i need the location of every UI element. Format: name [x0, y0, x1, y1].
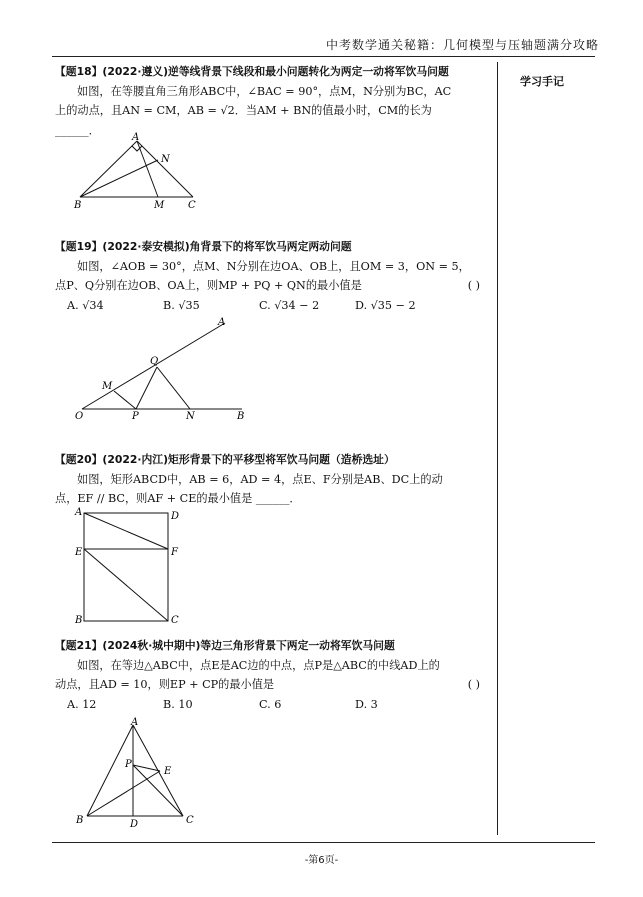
- label-C: C: [171, 615, 179, 626]
- options: [55, 296, 492, 316]
- label-B: B: [237, 411, 245, 422]
- label-N: N: [161, 154, 170, 165]
- problem-title: 【题18】(2022·遵义)逆等线背景下线段和最小问题转化为两定一动将军饮马问题: [55, 65, 449, 78]
- problem-text: 如图，在等腰直角三角形ABC中，∠BAC = 90°，点M，N分别为BC，AC: [77, 84, 452, 98]
- label-C: C: [188, 200, 196, 211]
- options: [55, 695, 492, 715]
- label-E: E: [164, 766, 172, 777]
- label-P: P: [125, 759, 132, 770]
- label-B: B: [76, 815, 84, 826]
- problem-21: [55, 636, 492, 714]
- notes-title: 学习手记: [520, 75, 564, 88]
- label-O: O: [75, 411, 84, 422]
- option-a: A. √34: [67, 298, 104, 312]
- label-P: P: [132, 411, 139, 422]
- option-d: D. 3: [355, 697, 378, 711]
- problem-title: 【题19】(2022·泰安模拟)角背景下的将军饮马两定两动问题: [55, 240, 352, 253]
- option-d: D. √35 − 2: [355, 298, 416, 312]
- problem-20: [55, 450, 492, 509]
- label-B: B: [75, 615, 83, 626]
- problem-text: 动点，且AD = 10，则EP + CP的最小值是: [55, 678, 275, 691]
- label-M: M: [154, 200, 165, 211]
- label-A: A: [75, 507, 83, 518]
- option-a: A. 12: [67, 697, 97, 711]
- page-header: 中考数学通关秘籍：几何模型与压轴题满分攻略: [325, 38, 599, 52]
- figure-20: [70, 505, 190, 630]
- problem-text: 如图，矩形ABCD中，AB = 6，AD = 4，点E、F分别是AB、DC上的动: [77, 472, 443, 486]
- margin-rule: [497, 62, 498, 835]
- problem-text: 上的动点，且AN = CM，AB = √2．当AM + BN的值最小时，CM的长为: [55, 104, 432, 117]
- label-A: A: [218, 317, 226, 328]
- figure-21: [70, 717, 200, 832]
- footer-rule: [52, 842, 595, 843]
- answer-blank: ______．: [55, 123, 100, 137]
- problem-text: 点，EF // BC，则AF + CE的最小值是 ______．: [55, 492, 301, 505]
- label-A: A: [132, 132, 140, 143]
- option-b: B. √35: [163, 298, 200, 312]
- label-F: F: [171, 547, 178, 558]
- figure-18: [70, 132, 210, 212]
- option-c: C. 6: [259, 697, 282, 711]
- option-c: C. √34 − 2: [259, 298, 320, 312]
- label-D: D: [171, 511, 180, 522]
- label-D: D: [130, 819, 139, 830]
- figure-19: [70, 315, 260, 425]
- problem-text: 如图，∠AOB = 30°，点M、N分别在边OA、OB上，且OM = 3，ON = 5，: [77, 259, 470, 273]
- label-M: M: [102, 381, 113, 392]
- label-N: N: [186, 411, 195, 422]
- problem-18: [55, 62, 492, 140]
- label-E: E: [75, 547, 83, 558]
- label-Q: Q: [150, 356, 159, 367]
- problem-19: [55, 237, 492, 315]
- problem-title: 【题21】(2024秋·城中期中)等边三角形背景下两定一动将军饮马问题: [55, 639, 395, 652]
- option-b: B. 10: [163, 697, 193, 711]
- label-C: C: [186, 815, 194, 826]
- answer-paren: ( ): [467, 279, 480, 292]
- problem-text: 如图，在等边△ABC中，点E是AC边的中点，点P是△ABC的中线AD上的: [77, 658, 440, 672]
- label-B: B: [74, 200, 82, 211]
- answer-paren: ( ): [467, 678, 480, 691]
- label-A: A: [131, 717, 139, 728]
- header-rule: [52, 56, 595, 57]
- problem-title: 【题20】(2022·内江)矩形背景下的平移型将军饮马问题（造桥选址）: [55, 453, 395, 466]
- page-number: -第6页-: [304, 855, 339, 866]
- problem-text: 点P、Q分别在边OB、OA上，则MP + PQ + QN的最小值是: [55, 279, 362, 292]
